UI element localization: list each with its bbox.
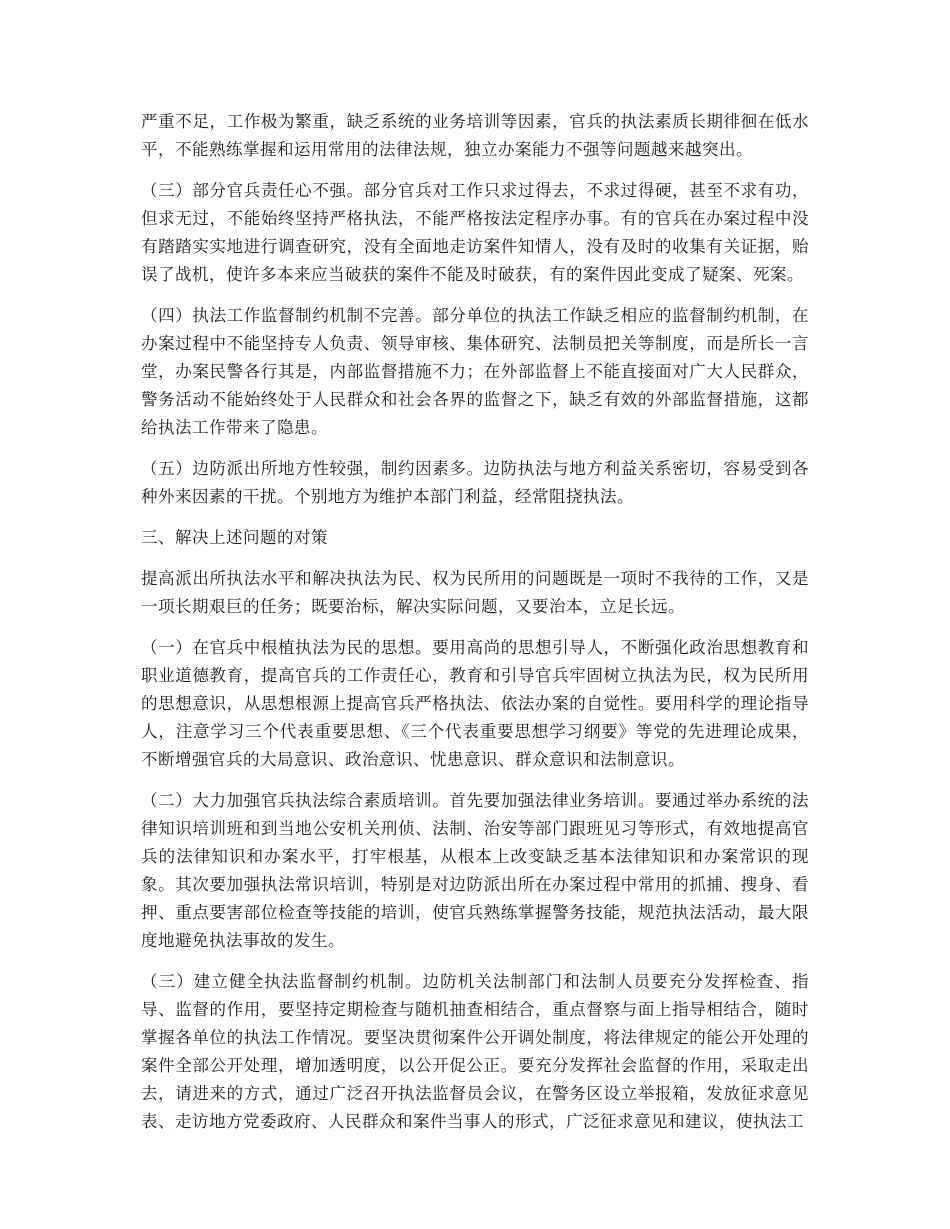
document-page — [141, 108, 809, 1149]
paragraph-section-four-supervision: （四）执法工作监督制约机制不完善。部分单位的执法工作缺乏相应的监督制约机制，在办案过程中不能坚持专人负责、领导审核、集体研究、法制员把关等制度，而是所长一言堂，办案民警各行其是，内部监督措施不力；在外部监督上不能直接面对广大人民群众，警务活动不能始终处于人民群众和社会各界的监督之下，缺乏有效的外部监督措施，这都给执法工作带来了隐患。 — [141, 306, 809, 437]
paragraph-measure-one-ideology: （一）在官兵中根植执法为民的思想。要用高尚的思想引导人，不断强化政治思想教育和职业道德教育，提高官兵的工作责任心，教育和引导官兵牢固树立执法为民，权为民所用的思想意识，从思想根源上提高官兵严格执法、依法办案的自觉性。要用科学的理论指导人，注意学习三个代表重要思想、《三个代表重要思想学习纲要》等党的先进理论成果，不断增强官兵的大局意识、政治意识、忧患意识、群众意识和法制意识。 — [141, 638, 809, 769]
paragraph-countermeasures-intro: 提高派出所执法水平和解决执法为民、权为民所用的问题既是一项时不我待的工作，又是一项长期艰巨的任务；既要治标，解决实际问题，又要治本，立足长远。 — [141, 569, 809, 616]
heading-countermeasures: 三、解决上述问题的对策 — [141, 528, 328, 547]
paragraph-intro-continuation: 严重不足，工作极为繁重，缺乏系统的业务培训等因素，官兵的执法素质长期徘徊在低水平，不能熟练掌握和运用常用的法律法规，独立办案能力不强等问题越来越突出。 — [141, 112, 809, 159]
paragraph-section-five-local-factors: （五）边防派出所地方性较强，制约因素多。边防执法与地方利益关系密切，容易受到各种外来因素的干扰。个别地方为维护本部门利益，经常阻挠执法。 — [141, 459, 809, 506]
paragraph-measure-three-supervision: （三）建立健全执法监督制约机制。边防机关法制部门和法制人员要充分发挥检查、指导、监督的作用，要坚持定期检查与随机抽查相结合，重点督察与面上指导相结合，随时掌握各单位的执法工作情况。要坚决贯彻案件公开调处制度，将法律规定的能公开处理的案件全部公开处理，增加透明度，以公开促公正。要充分发挥社会监督的作用，采取走出去，请进来的方式，通过广泛召开执法监督员会议，在警务区设立举报箱，发放征求意见表、走访地方党委政府、人民群众和案件当事人的形式，广泛征求意见和建议，使执法工 — [141, 972, 809, 1131]
paragraph-section-three-responsibility: （三）部分官兵责任心不强。部分官兵对工作只求过得去，不求过得硬，甚至不求有功，但求无过，不能始终坚持严格执法，不能严格按法定程序办事。有的官兵在办案过程中没有踏踏实实地进行调查研究，没有全面地走访案件知情人，没有及时的收集有关证据，贻误了战机，使许多本来应当破获的案件不能及时破获，有的案件因此变成了疑案、死案。 — [141, 181, 809, 284]
paragraph-measure-two-training: （二）大力加强官兵执法综合素质培训。首先要加强法律业务培训。要通过举办系统的法律知识培训班和到当地公安机关刑侦、法制、治安等部门跟班见习等形式，有效地提高官兵的法律知识和办案水平，打牢根基，从根本上改变缺乏基本法律知识和办案常识的现象。其次要加强执法常识培训，特别是对边防派出所在办案过程中常用的抓捕、搜身、看押、重点要害部位检查等技能的培训，使官兵熟练掌握警务技能，规范执法活动，最大限度地避免执法事故的发生。 — [141, 791, 809, 950]
